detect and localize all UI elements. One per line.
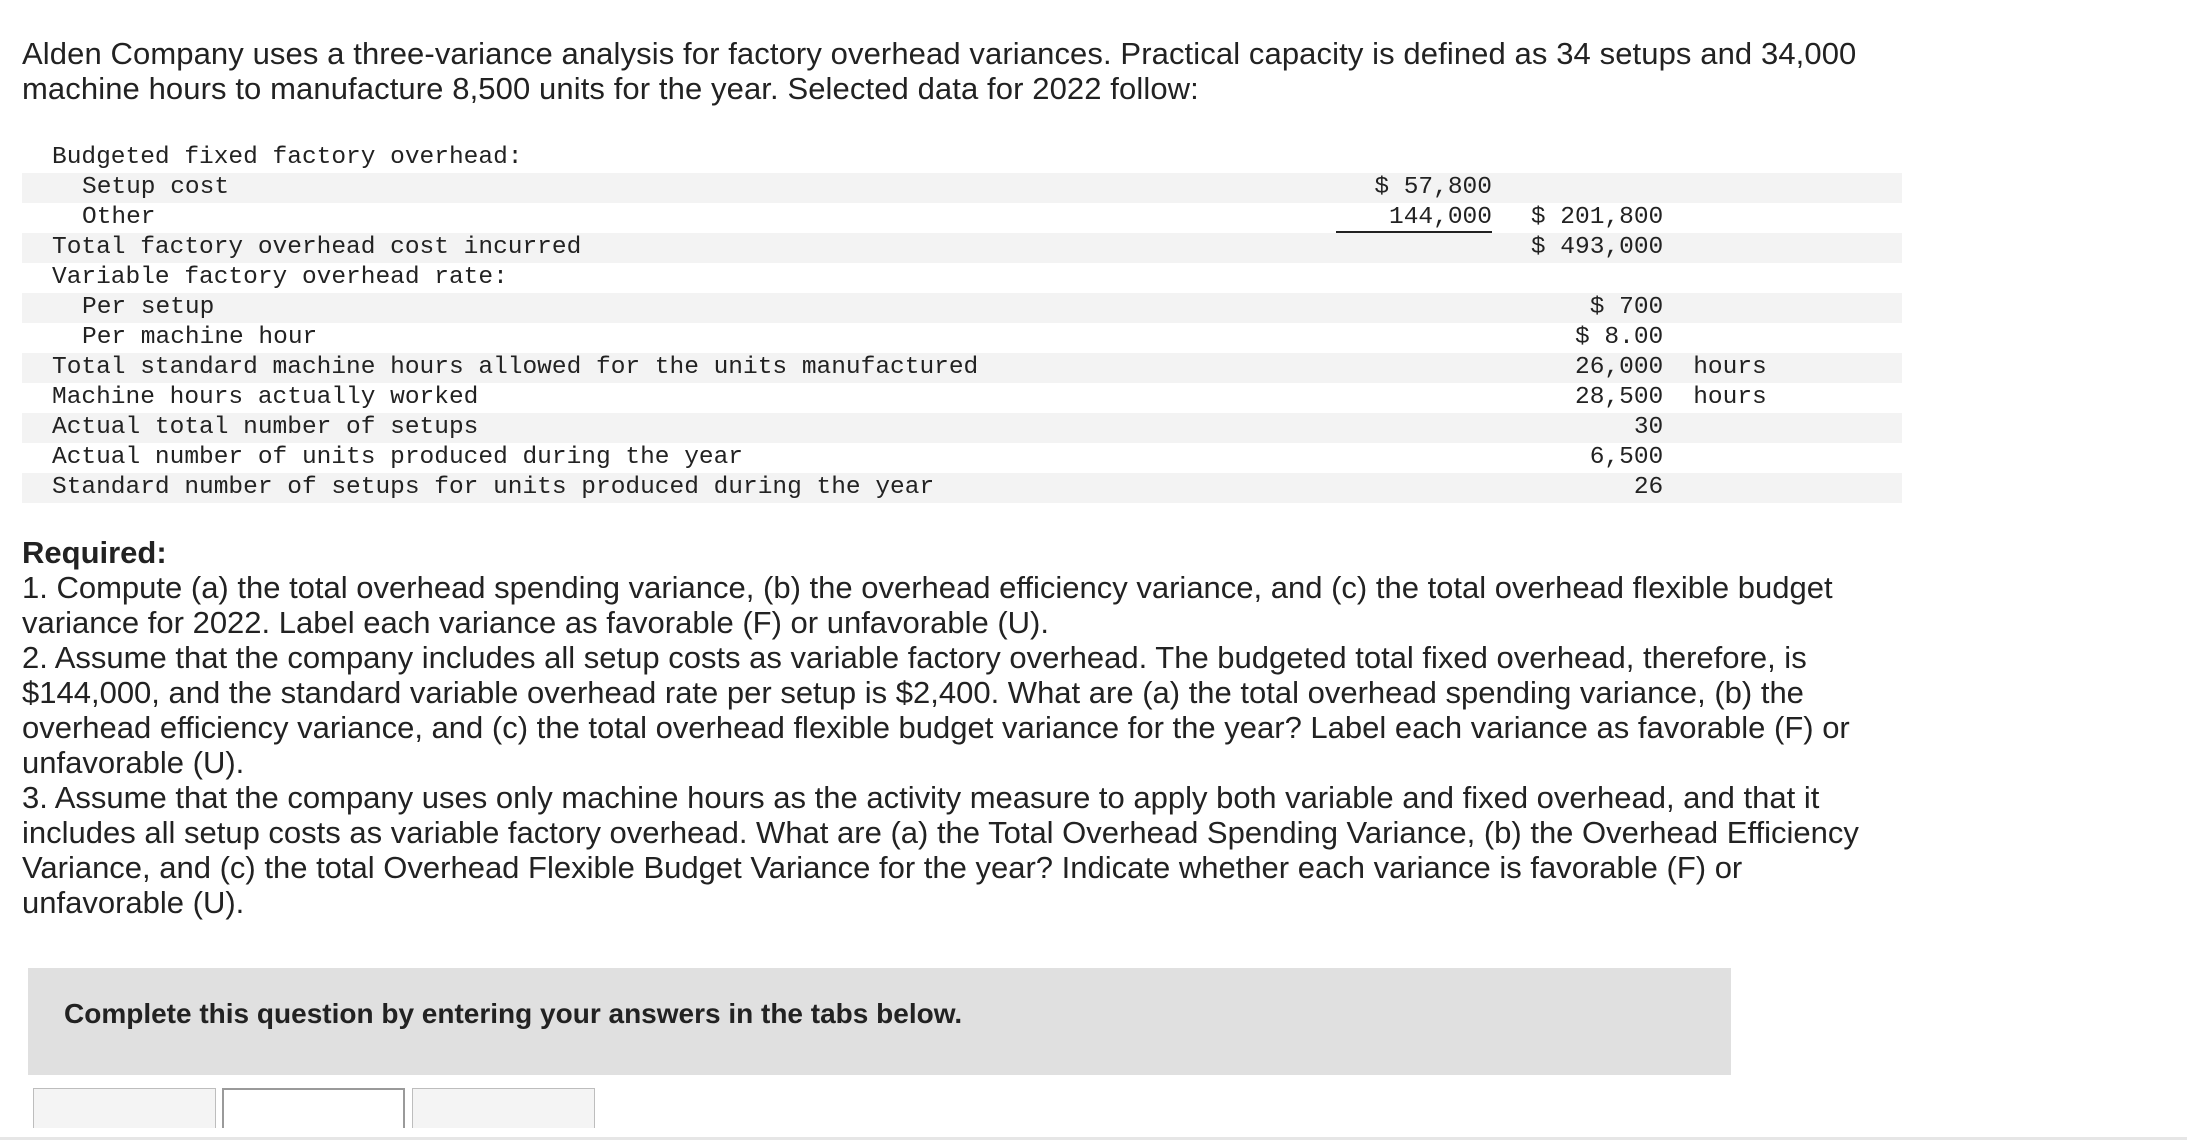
row-label: Budgeted fixed factory overhead: — [52, 144, 523, 171]
row-unit: hours — [1663, 353, 1902, 383]
row-label: Per machine hour — [82, 324, 318, 351]
answer-tab-2[interactable] — [222, 1088, 405, 1128]
row-label: Per setup — [22, 293, 1325, 323]
row-unit — [1663, 293, 1902, 323]
answer-tab-3[interactable] — [412, 1088, 595, 1128]
row-unit — [1663, 413, 1902, 443]
row-label: Total factory overhead cost incurred — [22, 233, 1325, 263]
row-unit — [1663, 263, 1902, 293]
underlined-value: 144,000 — [1336, 205, 1492, 233]
row-subtotal-value — [1325, 443, 1492, 473]
table-row — [22, 323, 1902, 353]
row-value — [1519, 173, 1664, 203]
row-subtotal-value — [1325, 473, 1492, 503]
table-row — [22, 263, 1902, 293]
answer-tab-1[interactable] — [33, 1088, 216, 1128]
table-row — [22, 473, 1902, 503]
row-unit — [1663, 233, 1902, 263]
column-gap — [1492, 233, 1519, 263]
required-section — [22, 535, 1902, 920]
column-gap — [1492, 353, 1519, 383]
column-gap — [1492, 263, 1519, 293]
row-subtotal-value — [1325, 293, 1492, 323]
column-gap — [1492, 383, 1519, 413]
row-value: 30 — [1519, 413, 1664, 443]
row-subtotal-value — [1325, 383, 1492, 413]
row-value: $ 700 — [1519, 293, 1664, 323]
row-label: Actual total number of setups — [22, 413, 1325, 443]
row-value — [1519, 263, 1664, 293]
row-value: $ 8.00 — [1575, 324, 1664, 351]
column-gap — [1492, 473, 1519, 503]
row-label: Setup cost — [22, 173, 1325, 203]
table-row — [22, 173, 1902, 203]
row-label: Machine hours actually worked — [52, 384, 479, 411]
question-intro: Alden Company uses a three-variance analysis for factory overhead variances. Practical capacity is defined as 34 setups and 34,000 machine hours to manufacture 8,500 units for the year. Selected data for 2022 follow: — [22, 36, 1857, 106]
column-gap — [1492, 323, 1519, 353]
row-subtotal-value — [1325, 263, 1492, 293]
table-row — [22, 233, 1902, 263]
row-unit — [1663, 323, 1902, 353]
row-unit — [1663, 473, 1902, 503]
tabs-instruction: Complete this question by entering your answers in the tabs below. — [64, 998, 963, 1029]
row-subtotal-value — [1325, 413, 1492, 443]
table-row — [22, 443, 1902, 473]
table-row — [22, 203, 1902, 233]
column-gap — [1492, 143, 1519, 173]
column-gap — [1492, 413, 1519, 443]
table-row — [22, 383, 1902, 413]
column-gap — [1492, 203, 1519, 233]
column-gap — [1492, 443, 1519, 473]
row-label: Standard number of setups for units produced during the year — [22, 473, 1325, 503]
row-value: $ 201,800 — [1530, 204, 1664, 231]
required-heading: Required: — [22, 535, 167, 570]
row-label: Actual number of units produced during the year — [52, 444, 744, 471]
table-row — [22, 143, 1902, 173]
row-subtotal-value — [1325, 203, 1492, 233]
row-subtotal-value — [1325, 233, 1492, 263]
required-item-1: 1. Compute (a) the total overhead spending variance, (b) the overhead efficiency variance, and (c) the total overhead flexible budget variance for 2022. Label each variance as favorable (F) or unfavorable (U). — [22, 570, 1833, 640]
data-table — [22, 143, 1902, 503]
column-gap — [1492, 293, 1519, 323]
row-subtotal-value: $ 57,800 — [1325, 173, 1492, 203]
question-page — [22, 36, 1902, 920]
row-unit: hours — [1693, 384, 1767, 411]
row-label: Other — [82, 204, 156, 231]
row-value: 26,000 — [1519, 353, 1664, 383]
row-value — [1519, 143, 1664, 173]
row-value: 6,500 — [1589, 444, 1664, 471]
row-value: $ 493,000 — [1519, 233, 1664, 263]
row-subtotal-value — [1325, 143, 1492, 173]
row-unit — [1663, 173, 1902, 203]
row-unit — [1663, 443, 1902, 473]
row-unit — [1663, 143, 1902, 173]
column-gap — [1492, 173, 1519, 203]
row-value: 28,500 — [1575, 384, 1664, 411]
table-row — [22, 293, 1902, 323]
table-row — [22, 413, 1902, 443]
answer-tabs-panel — [28, 968, 1731, 1075]
row-label: Total standard machine hours allowed for the units manufactured — [22, 353, 1325, 383]
row-value: 26 — [1519, 473, 1664, 503]
row-subtotal-value — [1325, 353, 1492, 383]
required-item-3: 3. Assume that the company uses only machine hours as the activity measure to apply both variable and fixed overhead, and that it includes all setup costs as variable factory overhead. What are (a) the Total Overhead Spending Variance, (b) the Overhead Efficiency Variance, and (c) the total Overhead Flexible Budget Variance for the year? Indicate whether each variance is favorable (F) or unfavorable (U). — [22, 780, 1859, 920]
row-unit — [1663, 203, 1902, 233]
required-item-2: 2. Assume that the company includes all setup costs as variable factory overhead. The budgeted total fixed overhead, therefore, is $144,000, and the standard variable overhead rate per setup is $2,400. What are (a) the total overhead spending variance, (b) the overhead efficiency variance, and (c) the total overhead flexible budget variance for the year? Label each variance as favorable (F) or unfavorable (U). — [22, 640, 1850, 780]
table-row — [22, 353, 1902, 383]
row-subtotal-value — [1325, 323, 1492, 353]
row-label: Variable factory overhead rate: — [52, 264, 508, 291]
